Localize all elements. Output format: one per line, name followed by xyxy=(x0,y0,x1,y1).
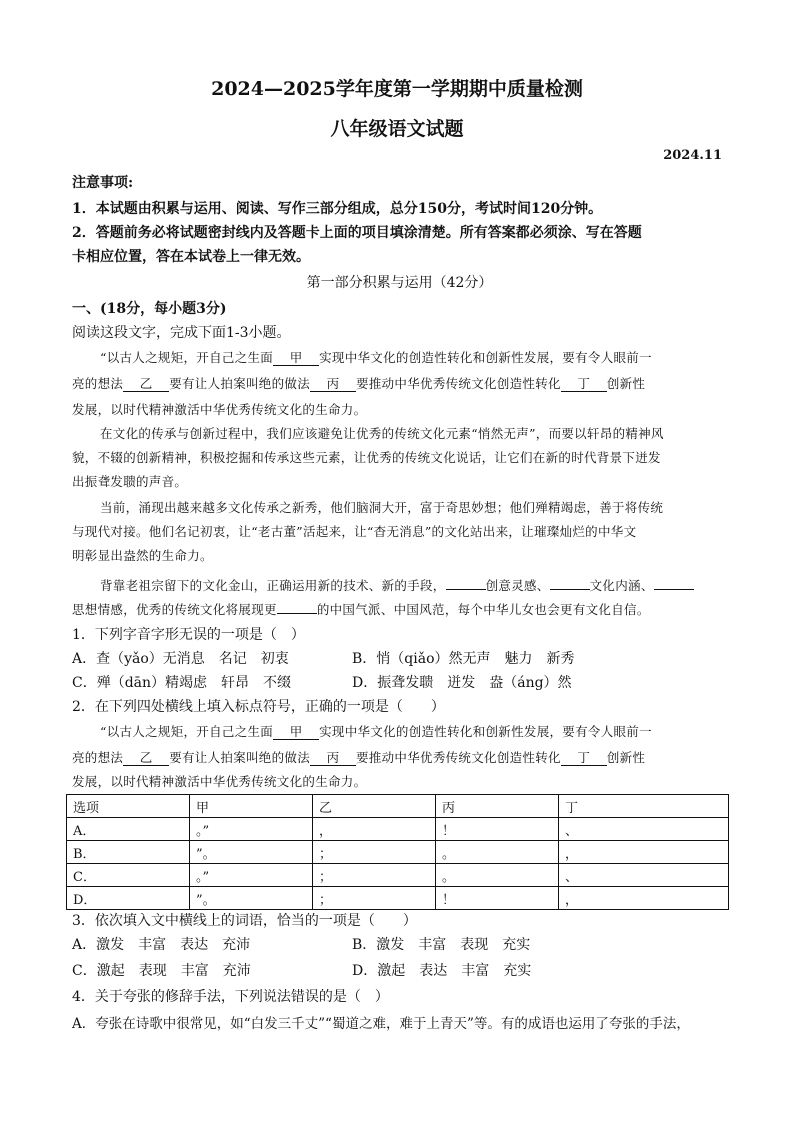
exam-title: 2024—2025学年度第一学期期中质量检测 xyxy=(211,78,583,100)
passage-p4-line1: 背靠老祖宗留下的文化金山，正确运用新的技术、新的手段， 创意灵感、 文化内涵、 xyxy=(72,574,727,594)
table-cell: D． xyxy=(67,887,190,910)
table-cell: 。” xyxy=(190,818,313,841)
q1-stem: 1．下列字音字形无误的一项是（ ） xyxy=(72,627,305,643)
q2-passage-line3: 发展，以时代精神激活中华优秀传统文化的生命力。 xyxy=(72,774,367,789)
blank-4 xyxy=(277,598,317,614)
table-cell: A． xyxy=(67,818,190,841)
q4-stem: 4．关于夸张的修辞手法，下列说法错误的是（ ） xyxy=(72,989,389,1005)
passage-p3-line2: 与现代对接。他们名记初衷，让“老古董”活起来，让“杳无消息”的文化站出来，让璀璨灿烂的中华文 xyxy=(72,524,637,539)
passage-p3-line1: 当前，涌现出越来越多文化传承之新秀，他们脑洞大开，富于奇思妙想；他们殚精竭虑，善于将传统 xyxy=(100,500,664,515)
q1-option-c: C．殚（dān）精竭虑 轩昂 不缀 xyxy=(72,675,292,691)
blank-2 xyxy=(550,574,590,590)
table-cell: ”。 xyxy=(190,887,313,910)
table-row xyxy=(67,841,729,864)
q1-option-b: B．悄（qiǎo）然无声 魅力 新秀 xyxy=(352,651,575,667)
q3-option-b: B．激发 丰富 表现 充实 xyxy=(352,937,531,953)
table-header-cell: 甲 xyxy=(190,795,313,818)
passage-p1-line3: 发展，以时代精神激活中华优秀传统文化的生命力。 xyxy=(72,402,367,417)
passage-p2-line3: 出振聋发聩的声音。 xyxy=(72,474,188,489)
table-cell: C． xyxy=(67,864,190,887)
blank-3 xyxy=(654,574,694,590)
passage-p1-line1: “以古人之规矩，开自己之生面 甲 实现中华文化的创造性转化和创新性发展，要有令人眼前一 xyxy=(100,350,652,365)
blank-jia: 甲 xyxy=(273,350,319,366)
passage-p3-line3: 明彰显出盎然的生命力。 xyxy=(72,548,213,563)
blank-yi: 乙 xyxy=(123,376,169,392)
exam-date: 2024.11 xyxy=(663,148,722,163)
passage-p1-line2: 亮的想法 乙 要有让人拍案叫绝的做法 丙 要推动中华优秀传统文化创造性转化 丁 创新性 xyxy=(72,376,646,391)
notice-item-1: 1．本试题由积累与运用、阅读、写作三部分组成，总分150分，考试时间120分钟。 xyxy=(72,201,603,217)
q1-option-d: D．振聋发聩 迸发 盎（áng）然 xyxy=(352,675,572,691)
table-cell: 。 xyxy=(436,841,559,864)
table-cell: 。” xyxy=(190,864,313,887)
passage-p2-line2: 貌，不辍的创新精神，积极挖掘和传承这些元素，让优秀的传统文化说话，让它们在新的时代背景下迸发 xyxy=(72,450,661,465)
passage-p2-line1: 在文化的传承与创新过程中，我们应该避免让优秀的传统文化元素“悄然无声”，而要以轩昂的精神风 xyxy=(100,426,664,441)
table-row xyxy=(67,864,729,887)
table-cell: ”。 xyxy=(190,841,313,864)
q1-option-a: A．查（yǎo）无消息 名记 初衷 xyxy=(72,651,289,667)
table-cell: ， xyxy=(559,841,729,864)
table-row xyxy=(67,887,729,910)
table-cell: B． xyxy=(67,841,190,864)
table-cell: ， xyxy=(313,818,436,841)
q3-option-d: D．激起 表达 丰富 充实 xyxy=(352,963,532,979)
table-header-cell: 丁 xyxy=(559,795,729,818)
passage-p4-line2: 思想情感，优秀的传统文化将展现更 的中国气派、中国风范，每个中华儿女也会更有文化自信。 xyxy=(72,598,727,618)
notice-heading: 注意事项: xyxy=(72,175,134,191)
blank-1 xyxy=(446,574,486,590)
table-cell: ， xyxy=(559,887,729,910)
q3-stem: 3．依次填入文中横线上的词语，恰当的一项是（ ） xyxy=(72,913,417,929)
table-header-cell: 丙 xyxy=(436,795,559,818)
table-cell: 、 xyxy=(559,818,729,841)
table-cell: ； xyxy=(313,841,436,864)
table-cell: ！ xyxy=(436,887,559,910)
table-header-row xyxy=(67,795,729,818)
table-cell: 。 xyxy=(436,864,559,887)
table-header-cell: 乙 xyxy=(313,795,436,818)
notice-item-2-line-1: 2．答题前务必将试题密封线内及答题卡上面的项目填涂清楚。所有答案都必须涂、写在答题 xyxy=(72,225,642,241)
q4-option-a: A．夸张在诗歌中很常见，如“白发三千丈”“蜀道之难，难于上青天”等。有的成语也运用了夸张的手法， xyxy=(72,1016,690,1032)
blank-bing: 丙 xyxy=(310,376,356,392)
notice-item-2-line-2: 卡相应位置，答在本试卷上一律无效。 xyxy=(72,249,310,265)
table-header-cell: 选项 xyxy=(67,795,190,818)
q2-stem: 2．在下列四处横线上填入标点符号，正确的一项是（ ） xyxy=(72,699,445,715)
reading-intro: 阅读这段文字，完成下面1-3小题。 xyxy=(72,325,291,341)
blank-ding: 丁 xyxy=(561,376,607,392)
table-cell: ； xyxy=(313,887,436,910)
table-cell: ； xyxy=(313,864,436,887)
table-cell: ！ xyxy=(436,818,559,841)
q2-passage-line1: “以古人之规矩，开自己之生面 甲 实现中华文化的创造性转化和创新性发展，要有令人眼前一 xyxy=(100,724,652,739)
exam-subtitle: 八年级语文试题 xyxy=(330,118,464,140)
section1-heading: 一、(18分，每小题3分) xyxy=(72,301,227,317)
table-row xyxy=(67,818,729,841)
part1-heading: 第一部分积累与运用（42分） xyxy=(306,275,493,291)
q3-option-a: A．激发 丰富 表达 充沛 xyxy=(72,937,251,953)
q2-answer-table xyxy=(66,794,729,910)
q2-passage-line2: 亮的想法 乙 要有让人拍案叫绝的做法 丙 要推动中华优秀传统文化创造性转化 丁 创新性 xyxy=(72,750,646,765)
q3-option-c: C．激起 表现 丰富 充沛 xyxy=(72,963,251,979)
table-cell: 、 xyxy=(559,864,729,887)
